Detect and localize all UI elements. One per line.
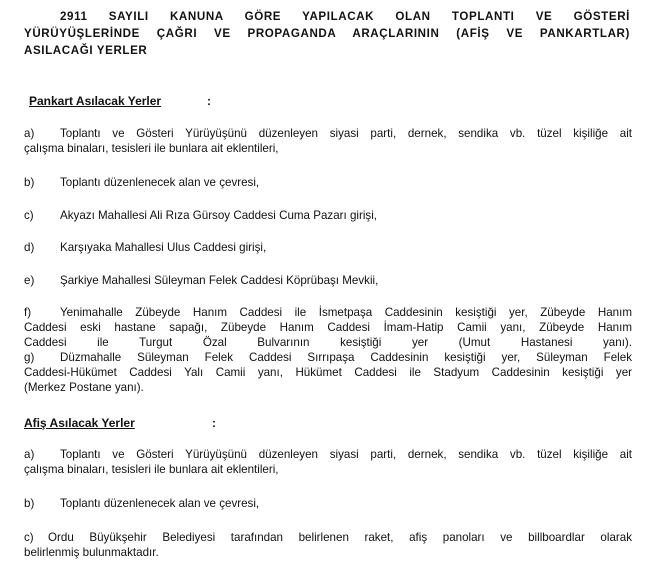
item-text: Toplantı düzenlenecek alan ve çevresi, xyxy=(60,497,260,510)
item-label: a) xyxy=(24,127,35,140)
title-line-1: 2911 SAYILI KANUNA GÖRE YAPILACAK OLAN TOPLANTI VE GÖSTERİ xyxy=(60,10,630,23)
item-text-cont: çalışma binaları, tesisleri ile bunlara ait eklentileri, xyxy=(24,463,279,476)
item-text: Ordu Büyükşehir Belediyesi tarafından belirlenen raket, afiş panoları ve billboardlar olarak xyxy=(48,531,632,544)
pankart-heading-text: Pankart Asılacak Yerler xyxy=(29,94,162,108)
item-text-cont: Caddesi-Hükümet Caddesi Yalı Camii yanı, Hükümet Caddesi ile Stadyum Caddesinin kesiştiği yer xyxy=(24,366,632,379)
item-label: e) xyxy=(24,274,35,287)
item-text-cont: Caddesi ile Turgut Özal Bulvarının kesiştiği yer (Umut Hastanesi yanı). xyxy=(24,336,632,349)
pankart-heading xyxy=(29,93,229,109)
item-label: g) xyxy=(24,351,35,364)
item-text: Akyazı Mahallesi Ali Rıza Gürsoy Caddesi Cuma Pazarı girişi, xyxy=(60,209,378,222)
afis-heading-text: Afiş Asılacak Yerler xyxy=(24,416,135,430)
pankart-item-f xyxy=(24,305,632,350)
pankart-item-g xyxy=(24,350,632,395)
title-line-2: YÜRÜYÜŞLERİNDE ÇAĞRI VE PROPAGANDA ARAÇLARININ (AFİŞ VE PANKARTLAR) xyxy=(24,27,630,40)
item-label: c) xyxy=(24,209,34,222)
pankart-heading-colon: : xyxy=(207,94,211,108)
afis-item-b xyxy=(24,496,632,511)
item-text-cont: belirlenmiş bulunmaktadır. xyxy=(24,546,159,559)
title-line-3: ASILACAĞI YERLER xyxy=(24,44,148,57)
item-text: Toplantı ve Gösteri Yürüyüşünü düzenleyen siyasi parti, dernek, sendika vb. tüzel kişiliğe ait xyxy=(60,448,632,461)
item-text-cont: çalışma binaları, tesisleri ile bunlara ait eklentileri, xyxy=(24,142,279,155)
item-text: Yenimahalle Zübeyde Hanım Caddesi ile İsmetpaşa Caddesinin kesiştiği yer, Zübeyde Hanım xyxy=(60,306,632,319)
pankart-item-b xyxy=(24,175,632,190)
afis-item-c xyxy=(24,530,632,560)
afis-heading-colon: : xyxy=(212,416,216,430)
item-label: f) xyxy=(24,306,32,319)
item-text: Şarkiye Mahallesi Süleyman Felek Caddesi Köprübaşı Mevkii, xyxy=(60,274,379,287)
item-text: Düzmahalle Süleyman Felek Caddesi Sırrıpaşa Caddesinin kesiştiği yer, Süleyman Felek xyxy=(60,351,632,364)
pankart-item-e xyxy=(24,273,632,288)
document-title xyxy=(24,8,630,59)
item-text: Karşıyaka Mahallesi Ulus Caddesi girişi, xyxy=(60,241,267,254)
afis-item-a xyxy=(24,447,632,477)
pankart-item-c xyxy=(24,208,632,223)
item-label: c) xyxy=(24,531,34,544)
item-label: b) xyxy=(24,176,35,189)
item-label: b) xyxy=(24,497,35,510)
pankart-item-d xyxy=(24,240,632,255)
item-text: Toplantı ve Gösteri Yürüyüşünü düzenleyen siyasi parti, dernek, sendika vb. tüzel kişiliğe ait xyxy=(60,127,632,140)
item-label: d) xyxy=(24,241,35,254)
item-text-cont: Caddesi eski hastane sapağı, Zübeyde Hanım Caddesi İmam-Hatip Camii yanı, Zübeyde Hanım xyxy=(24,321,632,334)
afis-heading xyxy=(24,415,224,431)
pankart-item-a xyxy=(24,126,632,156)
item-label: a) xyxy=(24,448,35,461)
item-text-cont: (Merkez Postane yanı). xyxy=(24,381,144,394)
item-text: Toplantı düzenlenecek alan ve çevresi, xyxy=(60,176,260,189)
